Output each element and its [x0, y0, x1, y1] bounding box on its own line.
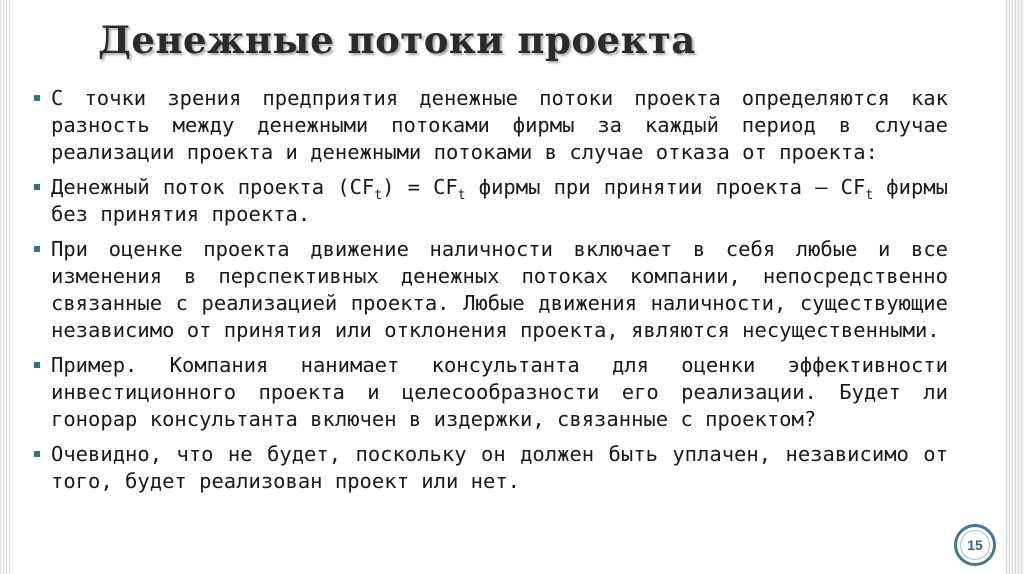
slide-frame-right: [1006, 0, 1024, 574]
slide-frame-left: [0, 0, 10, 574]
bullet-item-3: При оценке проекта движение наличности включает в себя любые и все изменения в перспективных денежных потоках компании, непосредственно связанные с реализацией проекта. Любые движения наличности, существующие независимо от принятия или отклонения проекта, являются несущественными.: [30, 236, 948, 344]
bullet-item-1: С точки зрения предприятия денежные потоки проекта определяются как разность между денежными потоками фирмы за каждый период в случае реализации проекта и денежными потоками в случае отказа от проекта:: [30, 85, 948, 166]
bullet-2-subscript-2: t: [457, 188, 466, 203]
bullet-2-subscript-1: t: [374, 188, 383, 203]
slide-title: Денежные потоки проекта: [98, 18, 696, 62]
bullet-item-2: [30, 174, 948, 228]
bullet-2-text-part4: фирмы без принятия проекта.: [51, 175, 948, 226]
bullet-2-subscript-3: t: [865, 188, 874, 203]
page-number-badge: [954, 524, 996, 566]
bullet-2-text-part1: Денежный поток проекта (CF: [51, 175, 375, 199]
bullet-2-text-part2: ) = CF: [382, 175, 458, 199]
bullet-2-text-part3: фирмы при принятии проекта — CF: [465, 175, 866, 199]
bullet-list: [30, 85, 948, 503]
bullet-item-4: Пример. Компания нанимает консультанта для оценки эффективности инвестиционного проекта и целесообразности его реализации. Будет ли гонорар консультанта включен в издержки, связанные с проектом?: [30, 352, 948, 433]
bullet-item-5: Очевидно, что не будет, поскольку он должен быть уплачен, независимо от того, будет реализован проект или нет.: [30, 441, 948, 495]
page-number: 15: [967, 537, 983, 553]
